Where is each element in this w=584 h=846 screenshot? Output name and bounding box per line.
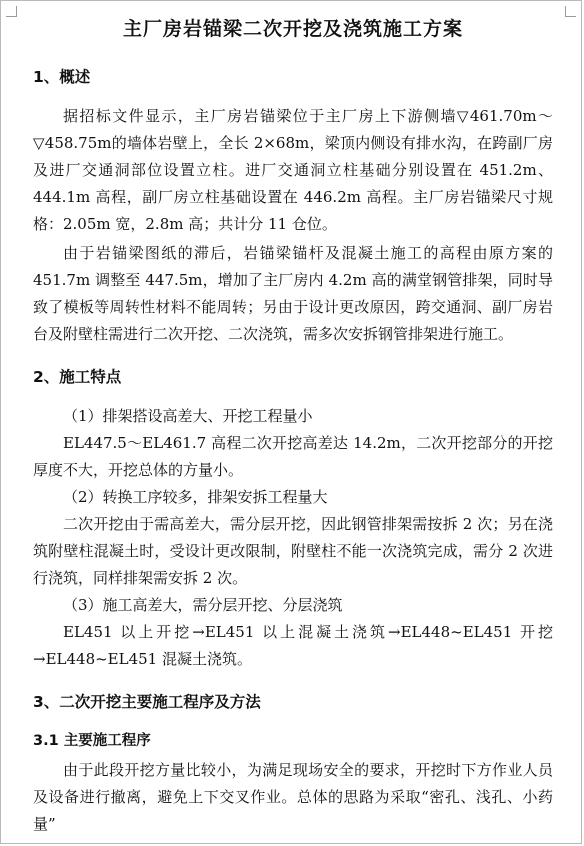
corner-mark-top-right [565, 6, 576, 17]
section-3-1-heading: 3.1 主要施工程序 [33, 733, 151, 749]
section-2-item-3-text: EL451 以上开挖→EL451 以上混凝土浇筑→EL448~EL451 开挖→EL448~EL451 混凝土浇筑。 [33, 623, 553, 668]
section-2-item-1-title: （1）排架搭设高差大、开挖工程量小 [63, 407, 313, 425]
document-page [33, 0, 553, 838]
section-1-paragraph-2: 由于岩锚梁图纸的滞后，岩锚梁锚杆及混凝土施工的高程由原方案的 451.7m 调整至 447.5m，增加了主厂房内 4.2m 高的满堂钢管排架，同时导致了模板等周转性材料不能周转；另由于设计更改原因，跨交通洞、副厂房岩台及附壁柱需进行二次开挖、二次浇筑，需多次安拆钢管排架进行施工。 [33, 244, 553, 343]
section-2-item-3-title: （3）施工高差大，需分层开挖、分层浇筑 [63, 596, 343, 614]
section-3-heading: 3、二次开挖主要施工程序及方法 [33, 693, 261, 711]
section-2-item-2-title: （2）转换工序较多，排架安拆工程量大 [63, 488, 328, 506]
section-3-1-text: 由于此段开挖方量比较小，为满足现场安全的要求，开挖时下方作业人员及设备进行撤离，避免上下交叉作业。总体的思路为采取“密孔、浅孔、小药量” [33, 761, 553, 833]
section-1-heading: 1、概述 [33, 68, 91, 86]
section-2-item-1-text: EL447.5～EL461.7 高程二次开挖高差达 14.2m，二次开挖部分的开挖厚度不大，开挖总体的方量小。 [33, 434, 553, 479]
section-1-paragraph-1: 据招标文件显示，主厂房岩锚梁位于主厂房上下游侧墙▽461.70m～▽458.75m的墙体岩壁上，全长 2×68m，梁顶内侧设有排水沟，在跨副厂房及进厂交通洞部位设置立柱。进厂交通洞立柱基础分别设置在 451.2m、444.1m 高程，副厂房立柱基础设置在 446.2m 高程。主厂房岩锚梁尺寸规格：2.05m 宽，2.8m 高；共计分 11 仓位。 [33, 107, 553, 233]
section-2-item-2-text: 二次开挖由于需高差大，需分层开挖，因此钢管排架需按拆 2 次；另在浇筑附壁柱混凝土时，受设计更改限制，附壁柱不能一次浇筑完成，需分 2 次进行浇筑，同样排架需安拆 2 次。 [33, 515, 553, 587]
corner-mark-top-left [6, 6, 17, 17]
section-2-heading: 2、施工特点 [33, 368, 122, 386]
document-title: 主厂房岩锚梁二次开挖及浇筑施工方案 [122, 18, 463, 40]
